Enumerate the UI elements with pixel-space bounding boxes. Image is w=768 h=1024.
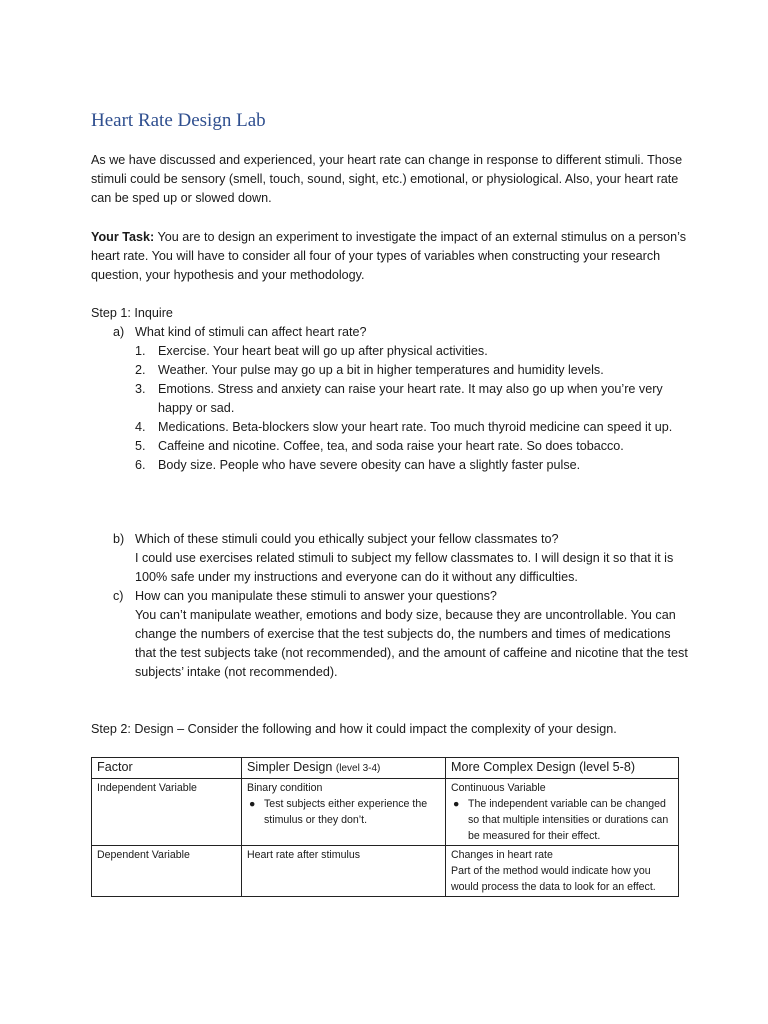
step1-section [91,304,691,475]
table-cell-factor: Independent Variable [92,779,242,846]
table-row [92,779,679,846]
task-label: Your Task: [91,230,155,244]
cell-title: Changes in heart rate [451,849,553,861]
list-item [91,380,691,418]
question-a-letter: a) [113,325,125,339]
page-title: Heart Rate Design Lab [91,110,266,131]
table-cell-complex [446,779,679,846]
cell-title: Binary condition [247,782,323,794]
design-table [91,757,679,897]
list-item [91,437,691,456]
cell-title: Continuous Variable [451,782,546,794]
header-simple-label: Simpler Design [247,760,333,774]
list-item-number: 6. [135,458,146,472]
answer-c-text: You can’t manipulate weather, emotions and body size, because they are uncontrollable. You can change the numbers of exercise that the test subjects do, the numbers and times of medications that the test subjects take (not recommended), and the amount of caffeine and nicotine that the test subjects’ intake (not recommended). [135,608,688,679]
cell-text: Part of the method would indicate how you would process the data to look for an effect. [451,865,656,893]
answer-b-text: I could use exercises related stimuli to subject my fellow classmates to. I will design it so that it is 100% safe under my instructions and everyone can do it without any difficulties. [135,551,674,584]
task-paragraph [91,228,691,285]
question-c [91,587,691,682]
header-factor: Factor [92,758,242,779]
list-item-text: Emotions. Stress and anxiety can raise your heart rate. It may also go up when you’re very happy or sad. [158,382,663,415]
stimuli-list [91,342,691,475]
table-cell-simple [242,846,446,897]
bullet-icon: ● [453,798,460,810]
list-item-text: Exercise. Your heart beat will go up after physical activities. [158,344,488,358]
list-item-number: 5. [135,439,146,453]
question-c-text: How can you manipulate these stimuli to answer your questions? [135,589,497,603]
header-complex: More Complex Design (level 5-8) [446,758,679,779]
question-a [91,323,691,342]
question-a-text: What kind of stimuli can affect heart rate? [135,325,367,339]
table-cell-factor: Dependent Variable [92,846,242,897]
question-b [91,530,691,587]
cell-title: Heart rate after stimulus [247,849,361,861]
list-item-text: Weather. Your pulse may go up a bit in higher temperatures and humidity levels. [158,363,604,377]
list-item-text: Caffeine and nicotine. Coffee, tea, and soda raise your heart rate. So does tobacco. [158,439,624,453]
list-item [91,342,691,361]
bullet-item [247,796,440,828]
bullet-text: Test subjects either experience the stimulus or they don’t. [264,798,428,826]
bullet-item [451,796,673,844]
list-item-number: 1. [135,344,146,358]
list-item-text: Medications. Beta-blockers slow your heart rate. Too much thyroid medicine can speed it up. [158,420,673,434]
table-header-row [92,758,679,779]
list-item-number: 4. [135,420,146,434]
list-item-number: 2. [135,363,146,377]
task-text: You are to design an experiment to investigate the impact of an external stimulus on a person’s heart rate. You will have to consider all four of your types of variables when constructing your research question, your hypothesis and your methodology. [91,230,687,282]
questions-bc-section [91,530,691,682]
list-item-text: Body size. People who have severe obesity can have a slightly faster pulse. [158,458,581,472]
list-item [91,456,691,475]
step1-heading: Step 1: Inquire [91,306,173,320]
question-b-text: Which of these stimuli could you ethically subject your fellow classmates to? [135,532,559,546]
table-cell-complex [446,846,679,897]
bullet-text: The independent variable can be changed so that multiple intensities or durations can be measured for their effect. [468,798,669,842]
question-c-letter: c) [113,589,124,603]
table-row [92,846,679,897]
intro-paragraph: As we have discussed and experienced, your heart rate can change in response to different stimuli. Those stimuli could be sensory (smell, touch, sound, sight, etc.) emotional, or physiological. Also, your heart rate can be sped up or slowed down. [91,153,683,205]
list-item-number: 3. [135,382,146,396]
table-cell-simple [242,779,446,846]
header-simple-level: (level 3-4) [335,763,381,774]
header-simple [242,758,446,779]
bullet-icon: ● [249,798,256,810]
list-item [91,361,691,380]
question-b-letter: b) [113,532,125,546]
list-item [91,418,691,437]
step2-heading: Step 2: Design – Consider the following and how it could impact the complexity of your design. [91,722,617,736]
